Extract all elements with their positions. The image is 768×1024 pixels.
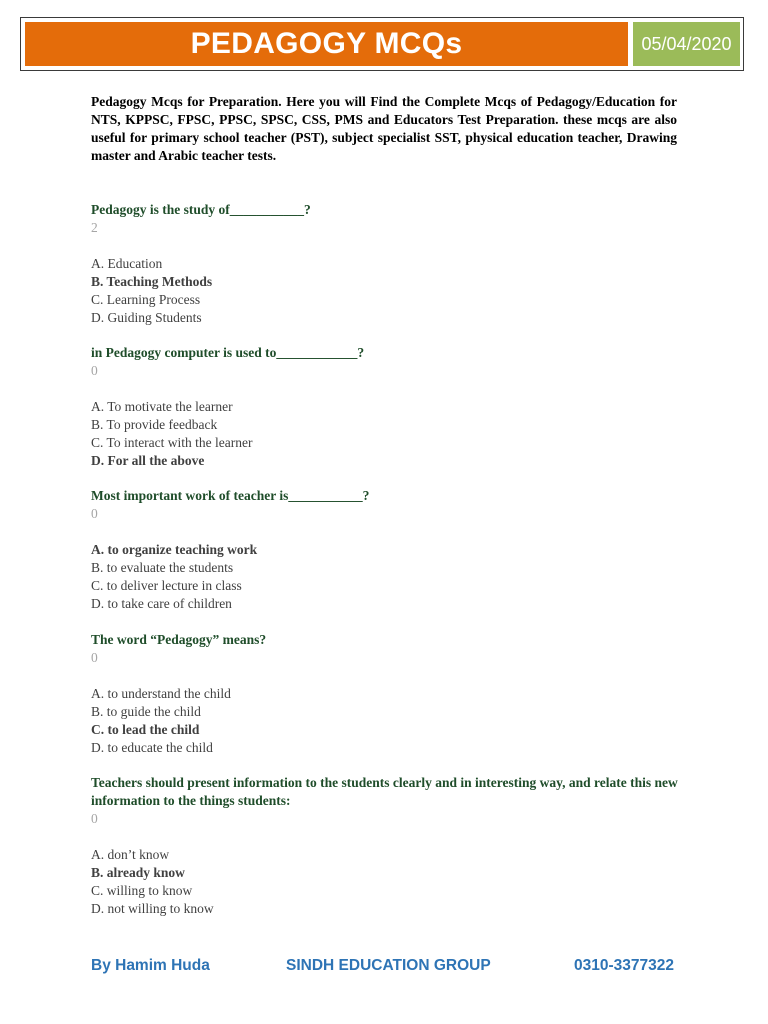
option-b: B. to evaluate the students xyxy=(91,560,234,575)
option-b: B. To provide feedback xyxy=(91,417,218,432)
option-a-correct: A. to organize teaching work xyxy=(91,542,258,557)
question-block-2 xyxy=(91,344,681,470)
header-frame xyxy=(20,17,744,71)
option-a: A. To motivate the learner xyxy=(91,399,233,414)
option-c: C. to deliver lecture in class xyxy=(91,578,242,593)
question-block-4 xyxy=(91,631,681,757)
page-date: 05/04/2020 xyxy=(641,33,732,54)
footer-group-name: SINDH EDUCATION GROUP xyxy=(286,957,491,974)
option-d: D. to take care of children xyxy=(91,596,232,611)
option-b-correct: B. already know xyxy=(91,865,185,880)
question-text: Teachers should present information to the students clearly and in interesting way, and relate this new information to the things students: xyxy=(91,775,678,808)
page-title: PEDAGOGY MCQs xyxy=(190,27,463,60)
option-c-correct: C. to lead the child xyxy=(91,722,200,737)
option-a: A. Education xyxy=(91,256,163,271)
question-block-5 xyxy=(91,774,681,918)
option-b-correct: B. Teaching Methods xyxy=(91,274,213,289)
vote-count: 0 xyxy=(91,811,98,826)
question-block-1 xyxy=(91,201,681,327)
option-d-correct: D. For all the above xyxy=(91,453,205,468)
option-d: D. not willing to know xyxy=(91,901,214,916)
question-text: in Pedagogy computer is used to____________? xyxy=(91,345,365,360)
option-c: C. To interact with the learner xyxy=(91,435,253,450)
question-text: Most important work of teacher is___________? xyxy=(91,488,370,503)
option-c: C. Learning Process xyxy=(91,292,201,307)
question-text: Pedagogy is the study of___________? xyxy=(91,202,311,217)
option-d: D. Guiding Students xyxy=(91,310,202,325)
option-a: A. to understand the child xyxy=(91,686,231,701)
vote-count: 0 xyxy=(91,506,98,521)
footer-phone: 0310-3377322 xyxy=(574,957,674,974)
option-d: D. to educate the child xyxy=(91,740,213,755)
footer-author: By Hamim Huda xyxy=(91,957,210,974)
date-banner xyxy=(633,22,740,66)
option-a: A. don’t know xyxy=(91,847,170,862)
question-text: The word “Pedagogy” means? xyxy=(91,632,267,647)
vote-count: 2 xyxy=(91,220,98,235)
option-c: C. willing to know xyxy=(91,883,193,898)
vote-count: 0 xyxy=(91,363,98,378)
intro-paragraph: Pedagogy Mcqs for Preparation. Here you will Find the Complete Mcqs of Pedagogy/Education for NTS, KPPSC, FPSC, PPSC, SPSC, CSS, PMS and Educators Test Preparation. these mcqs are also useful for primary school teacher (PST), subject specialist SST, physical education teacher, Drawing master and Arabic teacher tests. xyxy=(91,94,677,163)
question-block-3 xyxy=(91,487,681,613)
vote-count: 0 xyxy=(91,650,98,665)
option-b: B. to guide the child xyxy=(91,704,201,719)
title-banner xyxy=(25,22,628,66)
